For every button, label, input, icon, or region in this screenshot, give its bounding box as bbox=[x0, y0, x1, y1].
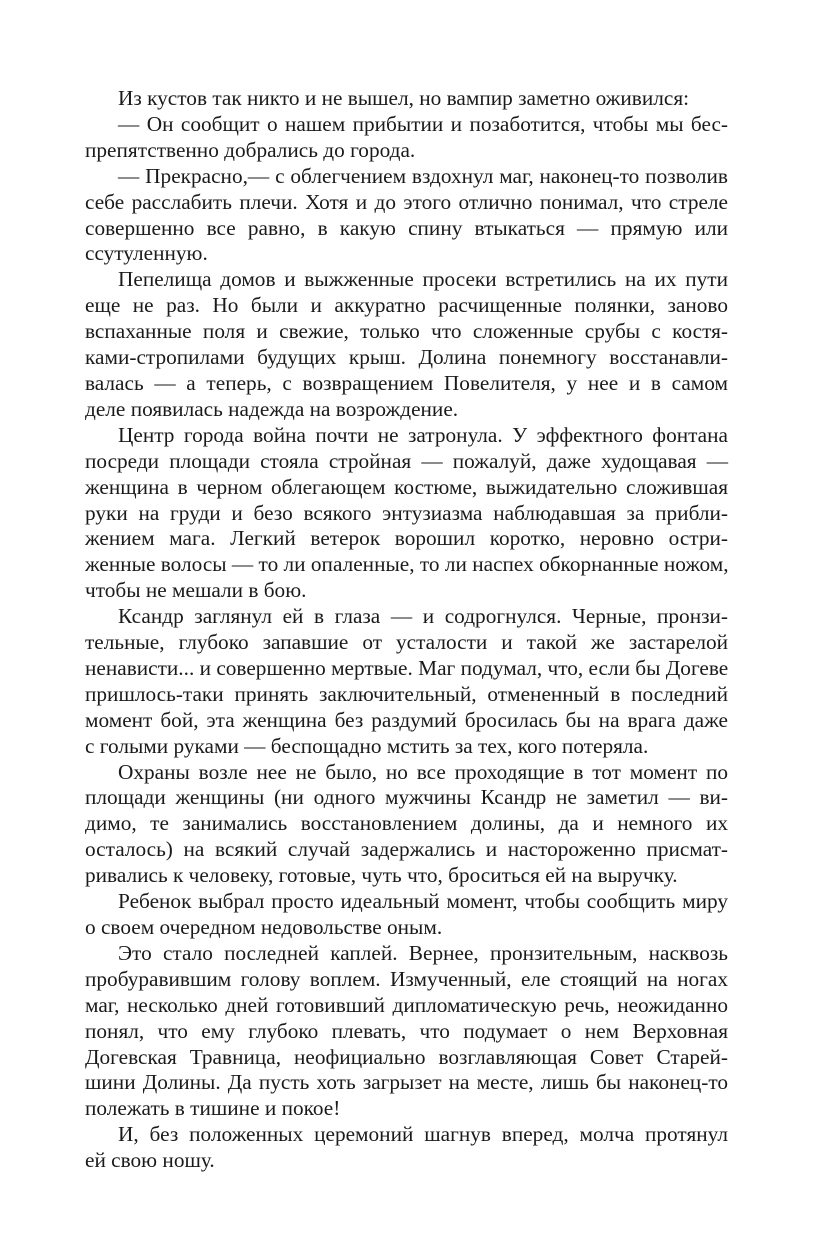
text-line: ссутуленную. bbox=[85, 241, 208, 266]
text-line: ей свою ношу. bbox=[85, 1148, 215, 1173]
text-line: — Прекрасно,— с облегчением вздохнул маг, наконец-то позволив bbox=[118, 163, 728, 188]
text-line: ками-стропилами будущих крыш. Долина понемногу восстанавли- bbox=[85, 345, 728, 370]
text-line: — Он сообщит о нашем прибытии и позаботится, чтобы мы бес- bbox=[118, 111, 728, 136]
text-line: деле появилась надежда на возрождение. bbox=[85, 396, 459, 421]
text-line: осталось) на всякий случай задержались и настороженно присмат- bbox=[85, 837, 728, 862]
text-line: ненависти... и совершенно мертвые. Маг подумал, что, если бы Догеве bbox=[85, 655, 729, 680]
text-line: жением мага. Легкий ветерок ворошил коротко, неровно остри- bbox=[85, 526, 728, 551]
text-line: Это стало последней каплей. Вернее, пронзительным, насквозь bbox=[118, 940, 728, 965]
text-line: вспаханные поля и свежие, только что сложенные срубы с костя- bbox=[85, 319, 728, 344]
text-line: препятственно добрались до города. bbox=[85, 137, 416, 162]
paragraph bbox=[85, 604, 728, 759]
body-text bbox=[85, 86, 728, 1174]
text-line: шини Долины. Да пусть хоть загрызет на месте, лишь бы наконец-то bbox=[85, 1070, 728, 1095]
text-line: чтобы не мешали в бою. bbox=[85, 578, 307, 603]
paragraph bbox=[85, 1122, 728, 1174]
text-line: Догевская Травница, неофициально возглавляющая Совет Старей- bbox=[85, 1044, 728, 1069]
text-line: себе расслабить плечи. Хотя и до этого отлично понимал, что стреле bbox=[85, 189, 728, 214]
paragraph bbox=[85, 267, 728, 422]
text-line: димо, те занимались восстановлением долины, да и немного их bbox=[85, 811, 728, 836]
text-line: еще не раз. Но были и аккуратно расчищенные полянки, заново bbox=[85, 293, 728, 318]
text-line: пробуравившим голову воплем. Измученный, еле стоящий на ногах bbox=[85, 966, 728, 991]
text-line: ривались к человеку, готовые, чуть что, броситься ей на выручку. bbox=[85, 863, 678, 888]
text-line: Охраны возле нее не было, но все проходящие в тот момент по bbox=[118, 759, 728, 784]
paragraph bbox=[85, 164, 728, 268]
text-line: Из кустов так никто и не вышел, но вампир заметно оживился: bbox=[118, 86, 690, 110]
paragraph bbox=[85, 889, 728, 941]
text-line: женные волосы — то ли опаленные, то ли наспех обкорнанные ножом, bbox=[85, 552, 729, 577]
text-line: Центр города война почти не затронула. У эффектного фонтана bbox=[118, 422, 728, 447]
paragraph bbox=[85, 760, 728, 890]
text-line: Пепелища домов и выжженные просеки встретились на их пути bbox=[118, 267, 728, 292]
text-line: И, без положенных церемоний шагнув вперед, молча протянул bbox=[118, 1122, 728, 1147]
text-line: с голыми руками — беспощадно мстить за тех, кого потеряла. bbox=[85, 733, 649, 758]
text-line: маг, несколько дней готовивший дипломатическую речь, неожиданно bbox=[85, 992, 728, 1017]
text-line: о своем очередном недовольстве оным. bbox=[85, 915, 443, 939]
paragraph bbox=[85, 112, 728, 164]
paragraph bbox=[85, 86, 728, 112]
text-line: тельные, глубоко запавшие от усталости и такой же застарелой bbox=[85, 630, 728, 655]
text-line: валась — а теперь, с возвращением Повелителя, у нее и в самом bbox=[85, 370, 728, 395]
text-line: понял, что ему глубоко плевать, что подумает о нем Верховная bbox=[85, 1018, 728, 1043]
text-line: руки на груди и безо всякого энтузиазма наблюдавшая за прибли- bbox=[85, 500, 728, 525]
text-line: момент бой, эта женщина без раздумий бросилась бы на врага даже bbox=[85, 707, 728, 732]
text-line: посреди площади стояла стройная — пожалуй, даже худощавая — bbox=[85, 448, 728, 473]
text-line: совершенно все равно, в какую спину втыкаться — прямую или bbox=[85, 215, 728, 240]
paragraph bbox=[85, 423, 728, 604]
paragraph bbox=[85, 941, 728, 1122]
text-line: пришлось-таки принять заключительный, отмененный в последний bbox=[85, 681, 728, 706]
text-line: площади женщины (ни одного мужчины Ксандр не заметил — ви- bbox=[85, 785, 728, 810]
text-line: женщина в черном облегающем костюме, выжидательно сложившая bbox=[85, 474, 728, 499]
text-line: Ребенок выбрал просто идеальный момент, чтобы сообщить миру bbox=[118, 889, 728, 914]
text-line: Ксандр заглянул ей в глаза — и содрогнулся. Черные, пронзи- bbox=[118, 604, 728, 629]
text-line: полежать в тишине и покое! bbox=[85, 1096, 341, 1121]
